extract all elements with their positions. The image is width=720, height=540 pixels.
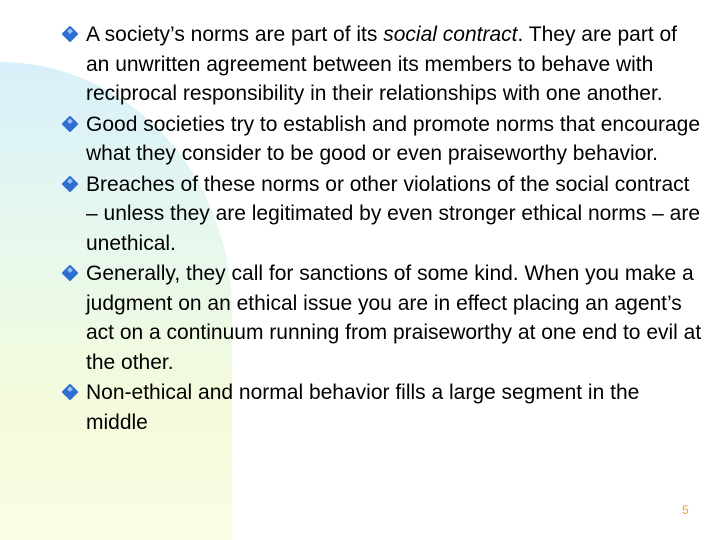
- bullet-breaches: [62, 170, 702, 259]
- bullet-good-societies: [62, 110, 702, 169]
- bullet-icon: [62, 265, 78, 281]
- bullet-icon: [62, 176, 78, 192]
- bullet-text: Generally, they call for sanctions of some kind. When you make a judgment on an ethical issue you are in effect placing an agent’s act on a continuum running from praiseworthy at one end to evil at the other.: [86, 262, 702, 374]
- page-number: 5: [682, 503, 689, 517]
- bullet-non-ethical: [62, 378, 702, 437]
- bullet-text: Breaches of these norms or other violations of the social contract – unless they are legitimated by even stronger ethical norms – are unethical.: [86, 172, 700, 255]
- bullet-icon: [62, 116, 78, 132]
- bullet-icon: [62, 26, 78, 42]
- bullet-text-after: . They are part of an unwritten agreement between its members to behave with reciprocal responsibility in their relationships with one another.: [86, 23, 677, 105]
- bullet-list: [62, 20, 702, 438]
- bullet-text: Good societies try to establish and promote norms that encourage what they consider to be good or even praiseworthy behavior.: [86, 112, 701, 165]
- bullet-text: Non-ethical and normal behavior fills a large segment in the middle: [86, 381, 640, 434]
- bullet-emphasis: social contract: [383, 23, 518, 46]
- bullet-icon: [62, 384, 78, 400]
- bullet-text-before: A society’s norms are part of its: [86, 23, 384, 46]
- bullet-sanctions: [62, 259, 702, 377]
- bullet-social-contract: [62, 20, 702, 109]
